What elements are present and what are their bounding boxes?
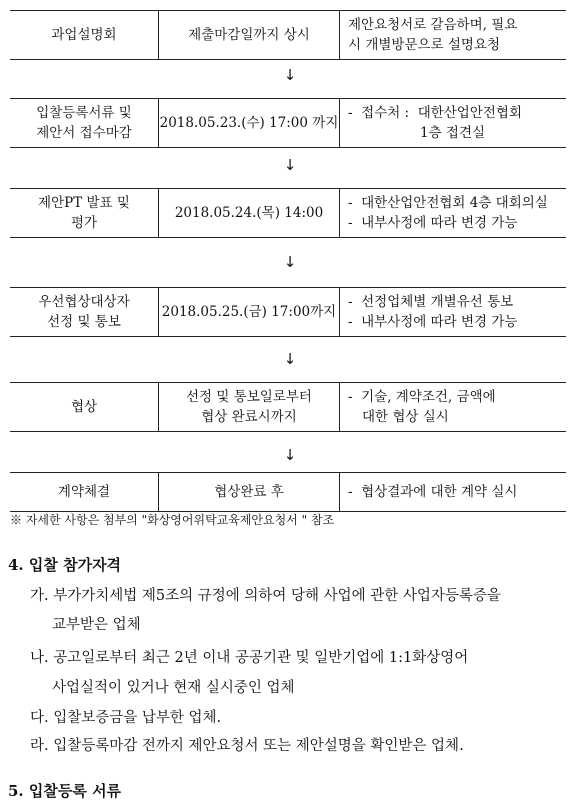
- note-line: - 내부사정에 따라 변경 가능: [348, 314, 518, 330]
- stage-cell: 협상: [10, 383, 159, 431]
- stage-cell: 제안PT 발표 및 평가: [10, 189, 159, 237]
- schedule-row: [10, 98, 566, 148]
- note-line: - 협상결과에 대한 계약 실시: [348, 484, 518, 500]
- down-arrow-icon: ↓: [283, 156, 297, 174]
- date-cell: 2018.05.25.(금) 17:00까지: [159, 288, 340, 336]
- note-line: - 내부사정에 따라 변경 가능: [348, 215, 518, 231]
- list-item: 다. 입찰보증금을 납부한 업체.: [30, 710, 222, 726]
- down-arrow-icon: ↓: [283, 66, 297, 84]
- list-item-continuation: 사업실적이 있거나 현재 실시중인 업체: [52, 680, 295, 696]
- down-arrow-icon: ↓: [283, 350, 297, 368]
- note-cell: [340, 189, 566, 237]
- list-item: 가. 부가가치세법 제5조의 규정에 의하여 당해 사업에 관한 사업자등록증을: [30, 588, 501, 604]
- note-cell: [340, 99, 566, 147]
- down-arrow-icon: ↓: [283, 446, 297, 464]
- reference-note: ※ 자세한 사항은 첨부의 "화상영어위탁교육제안요청서 " 참조: [10, 513, 335, 527]
- date-cell: 협상완료 후: [159, 473, 340, 511]
- note-line: 제안요청서로 갈음하며, 필요: [348, 17, 518, 33]
- note-line: 시 개별방문으로 설명요청: [348, 37, 501, 53]
- down-arrow-icon: ↓: [283, 253, 297, 271]
- stage-cell: 과업설명회: [10, 11, 159, 59]
- note-line: - 대한산업안전협회 4층 대회의실: [348, 195, 548, 211]
- stage-cell: 계약체결: [10, 473, 159, 511]
- list-item-continuation: 교부받은 업체: [52, 617, 141, 633]
- list-item: 라. 입찰등록마감 전까지 제안요청서 또는 제안설명을 확인받은 업체.: [30, 738, 464, 754]
- note-cell: [340, 383, 566, 431]
- schedule-row: [10, 287, 566, 337]
- date-cell: 2018.05.24.(목) 14:00: [159, 189, 340, 237]
- schedule-row: [10, 10, 566, 60]
- stage-cell: 입찰등록서류 및 제안서 접수마감: [10, 99, 159, 147]
- note-line: - 기술, 계약조건, 금액에: [348, 389, 496, 405]
- schedule-row: [10, 382, 566, 432]
- note-cell: [340, 11, 566, 59]
- note-cell: [340, 288, 566, 336]
- stage-cell: 우선협상대상자 선정 및 통보: [10, 288, 159, 336]
- note-line: - 접수처 : 대한산업안전협회: [348, 105, 523, 121]
- section-4-heading: 4. 입찰 참가자격: [8, 556, 122, 574]
- date-cell: 선정 및 통보일로부터 협상 완료시까지: [159, 383, 340, 431]
- note-line: - 선정업체별 개별유선 통보: [348, 294, 514, 310]
- note-line: 대한 협상 실시: [362, 409, 449, 425]
- date-cell: 제출마감일까지 상시: [159, 11, 340, 59]
- schedule-row: [10, 472, 566, 512]
- section-5-heading: 5. 입찰등록 서류: [8, 782, 122, 800]
- note-cell: [340, 473, 566, 511]
- list-item: 나. 공고일로부터 최근 2년 이내 공공기관 및 일반기업에 1:1화상영어: [30, 650, 469, 666]
- date-cell: 2018.05.23.(수) 17:00 까지: [159, 99, 340, 147]
- note-line: 1층 접견실: [420, 125, 486, 141]
- schedule-row: [10, 188, 566, 238]
